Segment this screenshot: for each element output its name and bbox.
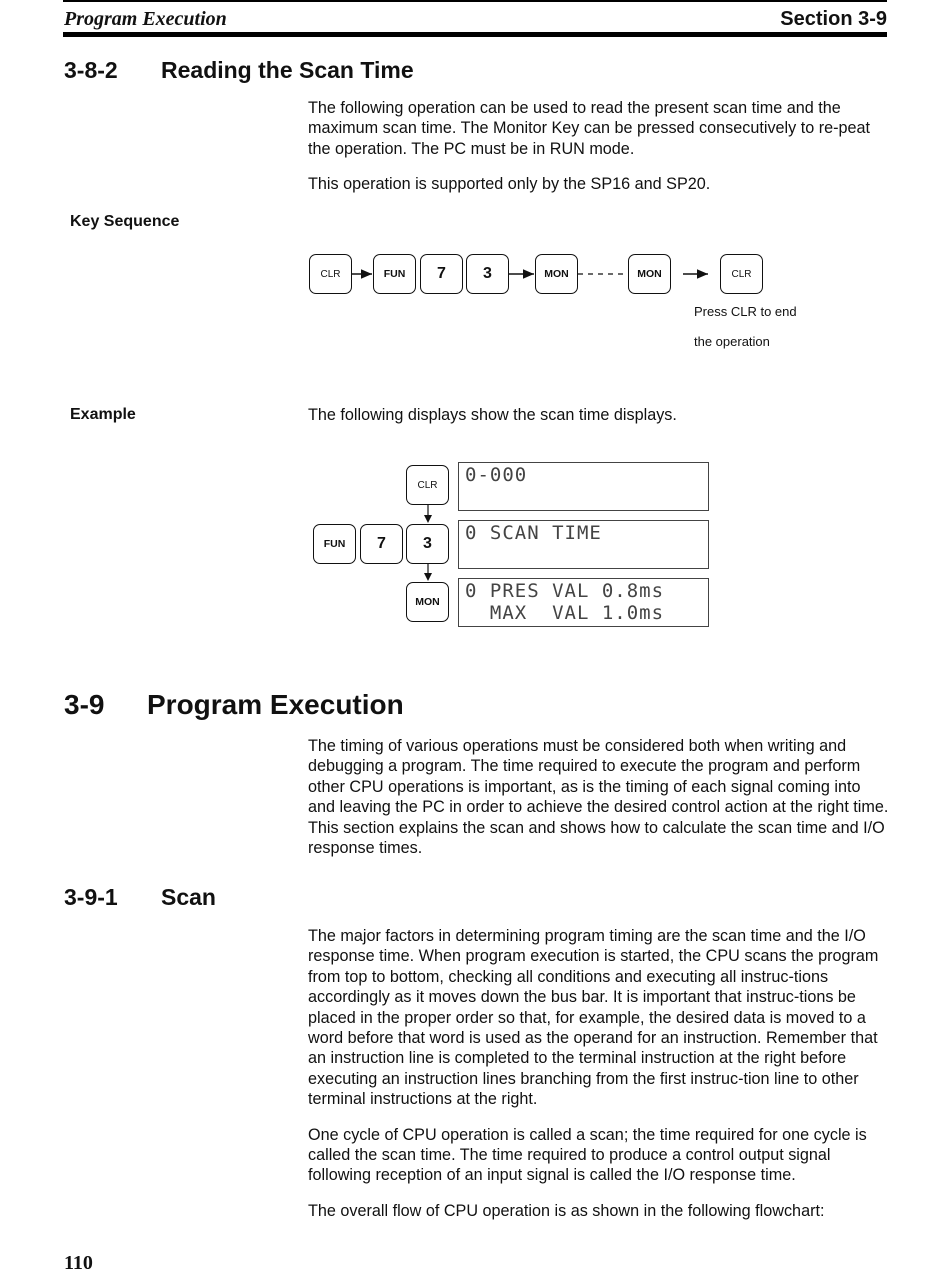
key-mon: MON <box>406 582 449 622</box>
lcd-line: 0 SCAN TIME <box>465 522 602 544</box>
example-label: Example <box>70 406 136 423</box>
lcd-line: 0-000 <box>465 464 528 486</box>
running-header-section: Section 3-9 <box>780 8 887 30</box>
lcd-line: MAX VAL 1.0ms <box>465 602 665 624</box>
paragraph: One cycle of CPU operation is called a scan; the time required for one cycle is called the scan time. The time required to produce a control output signal following reception of an input signal is called the I/O response time. <box>308 1125 867 1185</box>
section-number-3-8-2: 3-8-2 <box>64 57 118 83</box>
paragraph: The timing of various operations must be considered both when writing and debugging a program. The time required to execute the program and perform other CPU operations is important, as is the timing of each signal coming into and leaving the PC in order to achieve the desired control action at the right time. This section explains the scan and shows how to calculate the scan time and I/O response times. <box>308 737 889 858</box>
key-clr: CLR <box>309 254 352 294</box>
section-number-3-9-1: 3-9-1 <box>64 884 118 910</box>
paragraph: The major factors in determining program timing are the scan time and the I/O response time. When program execution is started, the CPU scans the program from top to bottom, checking all conditions and executing all instruc-tions accordingly as it moves down the bus bar. It is important that instruc-tions be placed in the proper order so that, for example, the desired data is moved to a word before that word is used as the operand for an instruction. Remember that an instruction line is completed to the terminal instruction at the right before executing an instruction lines branching from the first instruc-tion line to other terminal instructions at the right. <box>308 927 879 1109</box>
lcd-line: 0 PRES VAL 0.8ms <box>465 580 665 602</box>
key-clr: CLR <box>406 465 449 505</box>
section-title-reading-scan-time: Reading the Scan Time <box>161 57 414 83</box>
example-text: The following displays show the scan time displays. <box>308 406 677 424</box>
end-note-line2: the operation <box>694 334 770 349</box>
section-3-9-1-body <box>308 926 890 1236</box>
section-title-scan: Scan <box>161 884 216 910</box>
key-3: 3 <box>466 254 509 294</box>
section-3-9-body <box>308 736 890 873</box>
key-sequence-label: Key Sequence <box>70 213 180 230</box>
end-note-line1: Press CLR to end <box>694 304 797 319</box>
paragraph: The overall flow of CPU operation is as shown in the following flowchart: <box>308 1201 825 1220</box>
key-7: 7 <box>360 524 403 564</box>
paragraph: This operation is supported only by the SP16 and SP20. <box>308 175 711 194</box>
lcd-display-3 <box>458 578 709 627</box>
section-number-3-9: 3-9 <box>64 689 105 720</box>
key-mon: MON <box>628 254 671 294</box>
paragraph: The following operation can be used to read the present scan time and the maximum scan time. The Monitor Key can be pressed consecutively to re-peat the operation. The PC must be in RUN mode. <box>308 99 871 158</box>
lcd-display-2 <box>458 520 709 569</box>
lcd-display-1 <box>458 462 709 511</box>
key-mon: MON <box>535 254 578 294</box>
running-header-title: Program Execution <box>64 8 227 30</box>
key-3: 3 <box>406 524 449 564</box>
key-7: 7 <box>420 254 463 294</box>
key-clr: CLR <box>720 254 763 294</box>
key-fun: FUN <box>313 524 356 564</box>
section-title-program-execution: Program Execution <box>147 689 404 720</box>
key-fun: FUN <box>373 254 416 294</box>
page-number: 110 <box>64 1252 93 1274</box>
